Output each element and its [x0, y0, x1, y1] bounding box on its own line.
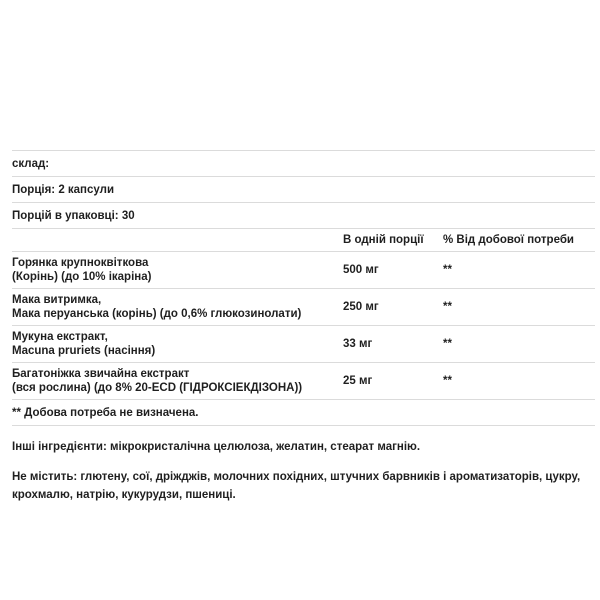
servings-per-container-row	[12, 203, 595, 229]
ingredient-amount: 25 мг	[343, 375, 373, 387]
daily-value-footnote: ** Добова потреба не визначена.	[12, 400, 595, 426]
ingredient-daily-value: **	[443, 264, 452, 276]
ingredients-table	[12, 229, 595, 400]
servings-per-container-label: Порцій в упаковці: 30	[12, 210, 135, 222]
serving-size-row	[12, 177, 595, 203]
table-row	[12, 363, 595, 400]
ingredient-daily-value: **	[443, 338, 452, 350]
serving-size-label: Порція: 2 капсули	[12, 184, 115, 196]
does-not-contain-text: Не містить: глютену, сої, дріжджів, молочних похідних, штучних барвників і ароматизаторів, цукру, крохмалю, натрію, кукурудзи, пшениці.	[12, 471, 581, 501]
ingredient-name: Горянка крупноквіткова (Корінь) (до 10% ікаріна)	[12, 257, 152, 283]
ingredient-name: Мукуна екстракт, Macuna pruriets (насіння)	[12, 331, 156, 357]
table-header-row	[12, 229, 595, 252]
ingredient-name: Мака витримка, Мака перуанська (корінь) (до 0,6% глюкозинолати)	[12, 294, 302, 320]
column-header-amount: В одній порції	[343, 234, 424, 246]
table-row	[12, 289, 595, 326]
supplement-facts-panel	[12, 150, 595, 504]
ingredient-amount: 33 мг	[343, 338, 373, 350]
ingredient-amount: 500 мг	[343, 264, 379, 276]
ingredient-daily-value: **	[443, 301, 452, 313]
column-header-daily-value: % Від добової потреби	[443, 234, 574, 246]
ingredient-amount: 250 мг	[343, 301, 379, 313]
table-row	[12, 326, 595, 363]
composition-row	[12, 151, 595, 177]
composition-label: склад:	[12, 158, 50, 170]
table-row	[12, 252, 595, 289]
other-ingredients-text: Інші інгредієнти: мікрокристалічна целюлоза, желатин, стеарат магнію.	[12, 441, 421, 453]
ingredient-name: Багатоніжка звичайна екстракт (вся рослина) (до 8% 20-ECD (ГІДРОКСІЕКДІЗОНА))	[12, 368, 303, 394]
ingredient-daily-value: **	[443, 375, 452, 387]
